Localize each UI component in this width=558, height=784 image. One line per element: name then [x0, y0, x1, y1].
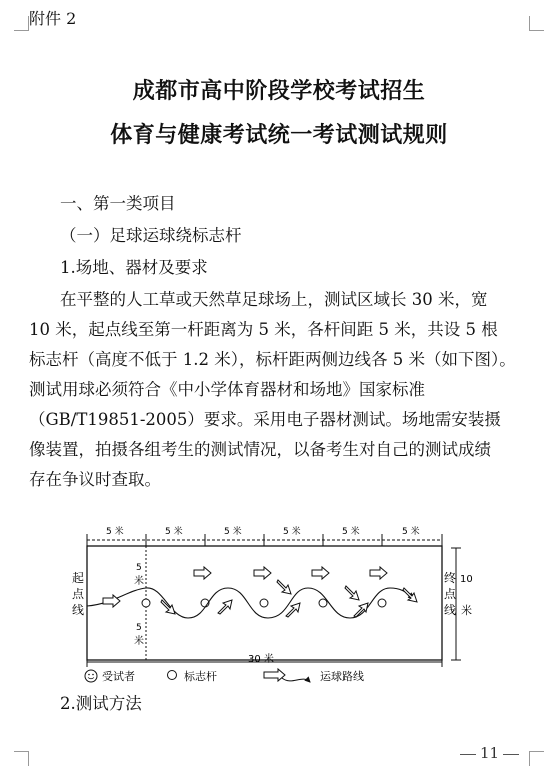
footer-dash-left — [460, 754, 476, 755]
top-dimension-row — [87, 525, 442, 546]
legend-route-icon — [282, 678, 310, 682]
dribble-route — [87, 588, 414, 618]
attachment-label: 附件 2 — [29, 9, 77, 28]
half-width-top-unit: 米 — [134, 576, 144, 587]
end-line-label: 点 — [444, 587, 457, 601]
segment-label: 5 米 — [342, 527, 360, 537]
pole-marker — [378, 599, 386, 607]
direction-arrows — [103, 567, 417, 617]
paragraph-line: 存在争议时查取。 — [29, 470, 161, 489]
crop-mark-bottom-right — [529, 751, 544, 766]
legend-tester-label: 受试者 — [102, 670, 135, 683]
segment-label: 5 米 — [402, 527, 420, 537]
segment-label: 5 米 — [283, 527, 301, 537]
legend-route-label: 运球路线 — [320, 670, 364, 683]
crop-mark-bottom-left — [14, 751, 29, 766]
subsection-heading-venue: 1.场地、器材及要求 — [60, 258, 208, 277]
paragraph-line: 测试用球必须符合《中小学体育器材和场地》国家标准 — [29, 380, 425, 399]
direction-arrow-icon — [254, 567, 271, 579]
direction-arrow-icon — [194, 567, 211, 579]
end-line-label: 线 — [444, 603, 457, 617]
legend-pole-label: 标志杆 — [184, 670, 217, 683]
paragraph-line: 在平整的人工草或天然草足球场上，测试区域长 30 米，宽 — [60, 290, 488, 309]
pole-marker — [319, 599, 327, 607]
end-line-label: 终 — [444, 571, 457, 585]
diagram-legend — [85, 669, 364, 683]
legend-pole-icon — [168, 671, 177, 680]
length-label: 30 米 — [248, 654, 274, 665]
item-heading: （一）足球运球绕标志杆 — [60, 226, 242, 245]
paragraph-line: （GB/T19851-2005）要求。采用电子器材测试。场地需安装摄 — [29, 410, 501, 429]
paragraph-line: 标志杆（高度不低于 1.2 米），标杆距两侧边线各 5 米（如下图）。 — [29, 350, 516, 369]
direction-arrow-icon — [218, 600, 232, 614]
field-diagram — [58, 518, 518, 690]
footer-dash-right — [503, 754, 519, 755]
direction-arrow-icon — [277, 580, 291, 594]
segment-label: 5 米 — [165, 527, 183, 537]
page-number: 11 — [480, 744, 500, 762]
width-label: 10 — [460, 574, 473, 585]
segment-label: 5 米 — [106, 527, 124, 537]
direction-arrow-icon — [345, 586, 359, 600]
half-width-bottom-num: 5 — [136, 623, 142, 633]
start-line-label: 线 — [72, 603, 85, 617]
paragraph-line: 10 米，起点线至第一杆距离为 5 米，各杆间距 5 米，共设 5 根 — [29, 320, 498, 339]
direction-arrow-icon — [370, 567, 387, 579]
pole-marker — [260, 599, 268, 607]
direction-arrow-icon — [312, 567, 329, 579]
half-width-bottom-unit: 米 — [134, 636, 144, 647]
document-title-line-2: 体育与健康考试统一考试测试规则 — [110, 123, 448, 148]
start-line-label: 起 — [72, 571, 85, 585]
half-width-top-num: 5 — [136, 563, 142, 573]
crop-mark-top-right — [529, 16, 544, 31]
subsection-heading-method: 2.测试方法 — [60, 694, 142, 713]
tester-smiley-icon — [85, 670, 97, 682]
section-heading: 一、第一类项目 — [60, 194, 176, 213]
legend-arrow-icon — [264, 669, 285, 681]
pole-marker — [142, 599, 150, 607]
width-unit: 米 — [461, 604, 472, 617]
document-title-line-1: 成都市高中阶段学校考试招生 — [132, 79, 426, 104]
direction-arrow-icon — [403, 588, 417, 602]
direction-arrow-icon — [103, 595, 120, 607]
direction-arrow-icon — [161, 600, 175, 614]
page-footer — [456, 744, 523, 762]
start-line-label: 点 — [72, 587, 85, 601]
paragraph-line: 像装置，拍摄各组考生的测试情况，以备考生对自己的测试成绩 — [29, 440, 491, 459]
crop-mark-top-left — [14, 16, 29, 31]
segment-label: 5 米 — [224, 527, 242, 537]
